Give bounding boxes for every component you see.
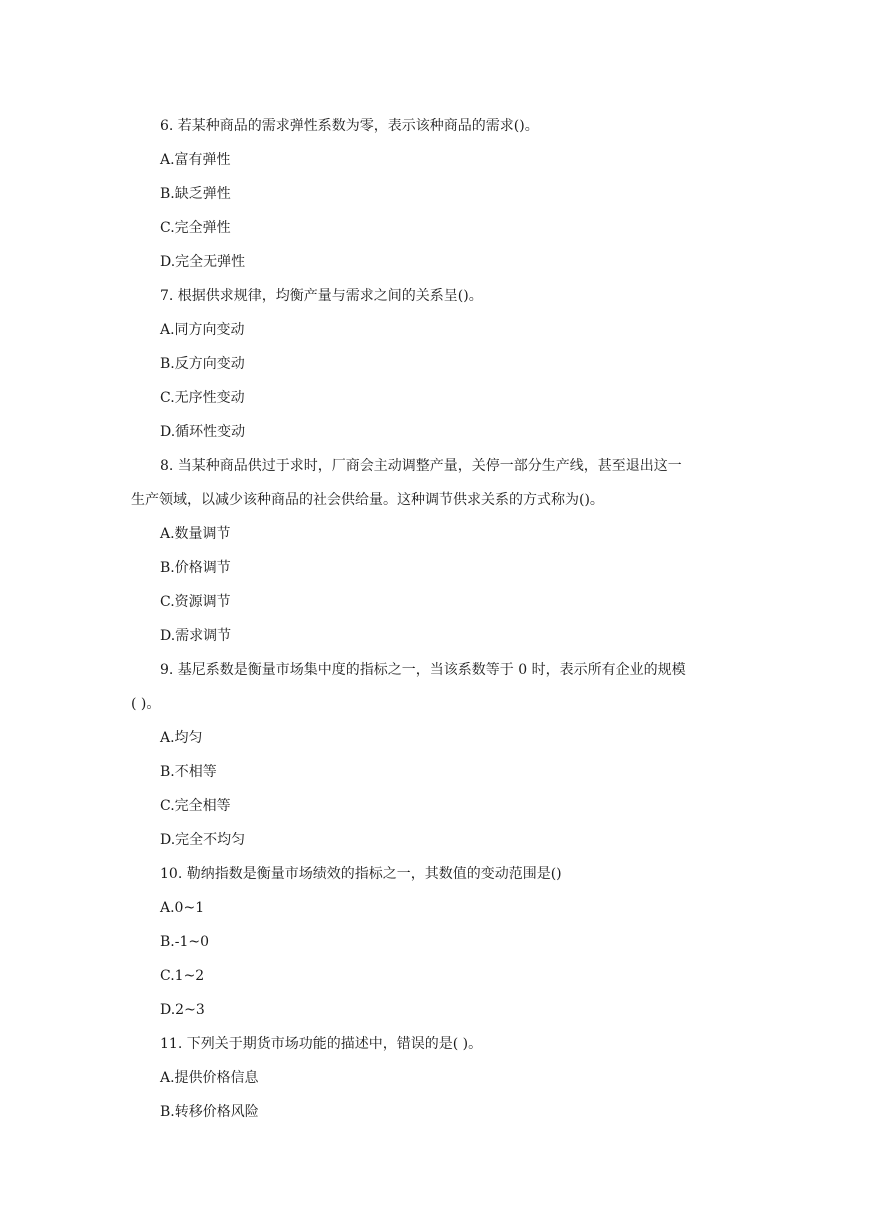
question-11-option-b: B.转移价格风险 xyxy=(160,1104,259,1120)
question-8 xyxy=(131,449,743,653)
question-6-option-b: B.缺乏弹性 xyxy=(160,186,231,202)
question-8-option-a: A.数量调节 xyxy=(160,526,231,542)
question-9-stem-continued: ( )。 xyxy=(131,696,161,712)
question-8-option-d: D.需求调节 xyxy=(160,628,232,644)
question-7-option-d: D.循环性变动 xyxy=(160,424,246,440)
question-9-option-c: C.完全相等 xyxy=(160,798,231,814)
question-9-stem: 9. 基尼系数是衡量市场集中度的指标之一，当该系数等于 0 时，表示所有企业的规模 xyxy=(160,662,686,678)
question-9-option-b: B.不相等 xyxy=(160,764,217,780)
question-11-stem: 11. 下列关于期货市场功能的描述中，错误的是( )。 xyxy=(160,1036,483,1052)
question-6-stem: 6. 若某种商品的需求弹性系数为零，表示该种商品的需求()。 xyxy=(160,118,539,134)
question-10-option-a: A.0~1 xyxy=(160,900,205,916)
question-11 xyxy=(131,1027,743,1129)
question-7-option-a: A.同方向变动 xyxy=(160,322,245,338)
question-list xyxy=(131,109,743,1129)
question-10-option-b: B.-1~0 xyxy=(160,934,210,950)
question-6-option-a: A.富有弹性 xyxy=(160,152,231,168)
question-9-option-d: D.完全不均匀 xyxy=(160,832,246,848)
question-8-stem-continued: 生产领域，以减少该种商品的社会供给量。这种调节供求关系的方式称为()。 xyxy=(131,492,604,508)
question-7-option-c: C.无序性变动 xyxy=(160,390,245,406)
question-6-option-d: D.完全无弹性 xyxy=(160,254,246,270)
question-7-stem: 7. 根据供求规律，均衡产量与需求之间的关系呈()。 xyxy=(160,288,483,304)
question-7-option-b: B.反方向变动 xyxy=(160,356,245,372)
question-11-option-a: A.提供价格信息 xyxy=(160,1070,259,1086)
question-10-stem: 10. 勒纳指数是衡量市场绩效的指标之一，其数值的变动范围是() xyxy=(160,866,562,882)
question-10-option-d: D.2~3 xyxy=(160,1002,205,1018)
question-10-option-c: C.1~2 xyxy=(160,968,205,984)
question-9 xyxy=(131,653,743,857)
question-8-option-b: B.价格调节 xyxy=(160,560,231,576)
question-6-option-c: C.完全弹性 xyxy=(160,220,231,236)
question-10 xyxy=(131,857,743,1027)
question-8-option-c: C.资源调节 xyxy=(160,594,231,610)
question-8-stem: 8. 当某种商品供过于求时，厂商会主动调整产量，关停一部分生产线，甚至退出这一 xyxy=(160,458,682,474)
question-7 xyxy=(131,279,743,449)
question-6 xyxy=(131,109,743,279)
question-9-option-a: A.均匀 xyxy=(160,730,203,746)
